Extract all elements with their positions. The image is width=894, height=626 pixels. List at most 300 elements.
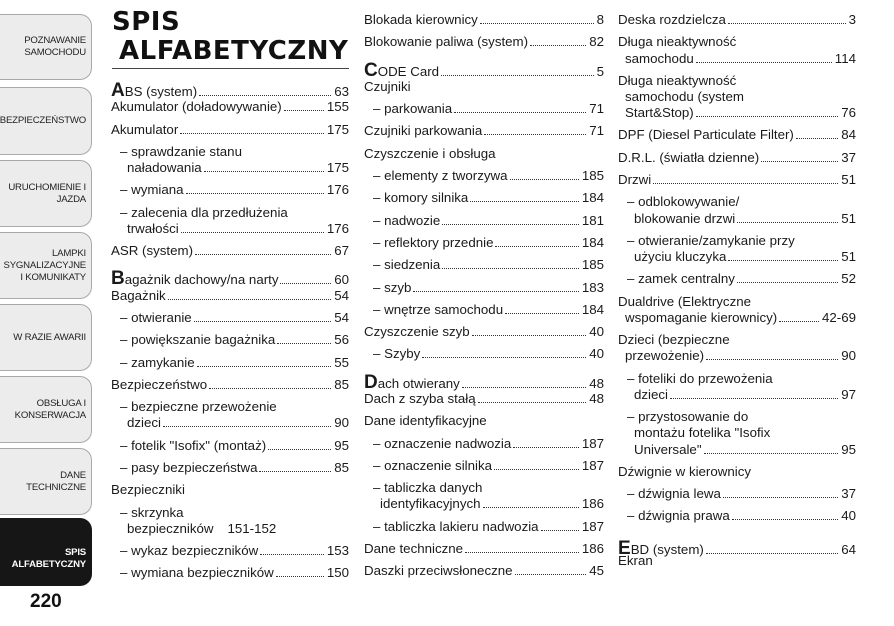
entry-row bbox=[111, 122, 349, 138]
initial-letter: D bbox=[364, 371, 378, 393]
entry-label bbox=[120, 521, 213, 537]
entry-text: identyfikacyjnych bbox=[380, 496, 481, 512]
dot-leader bbox=[442, 224, 579, 225]
entry-row bbox=[111, 310, 349, 326]
entry-line: samochodu (system bbox=[625, 89, 744, 104]
index-subentry bbox=[364, 519, 604, 541]
dot-leader bbox=[728, 23, 846, 24]
entry-row bbox=[111, 288, 349, 304]
entry-text: – komory silnika bbox=[373, 190, 469, 206]
index-subentry bbox=[618, 508, 856, 530]
initial-letter: E bbox=[618, 537, 631, 559]
page-ref: 60 bbox=[334, 272, 349, 288]
page-ref: 56 bbox=[334, 332, 349, 348]
section-tabs bbox=[0, 0, 94, 626]
dot-leader bbox=[462, 387, 586, 388]
index-subentry bbox=[111, 505, 349, 544]
page-ref: 153 bbox=[326, 543, 349, 559]
entry-label bbox=[618, 105, 694, 121]
entry-text: – pasy bezpieczeństwa bbox=[120, 460, 258, 476]
page-ref: 184 bbox=[581, 301, 604, 317]
entry-row bbox=[618, 105, 856, 121]
tab-bezpieczenstwo[interactable] bbox=[0, 87, 92, 155]
index-subentry bbox=[364, 213, 604, 235]
tab-lampki-sygnalizacyjne[interactable] bbox=[0, 232, 92, 299]
entry-row bbox=[618, 12, 856, 28]
entry-label bbox=[364, 34, 528, 50]
page-ref: 187 bbox=[581, 518, 604, 534]
index-heading: Ekran bbox=[618, 553, 653, 569]
entry-label bbox=[373, 346, 420, 362]
tab-label: SPIS ALFABETYCZNY bbox=[11, 547, 86, 570]
entry-text: – elementy z tworzywa bbox=[373, 168, 508, 184]
tab-label: BEZPIECZEŃSTWO bbox=[0, 115, 86, 126]
entry-row bbox=[618, 310, 856, 326]
entry-label bbox=[627, 249, 726, 265]
dot-leader bbox=[483, 507, 579, 508]
entry-label bbox=[364, 563, 513, 579]
entry-line: – skrzynka bbox=[120, 504, 184, 520]
index-subentry bbox=[618, 233, 856, 272]
page-ref: 85 bbox=[334, 376, 349, 392]
entry-row bbox=[618, 150, 856, 166]
entry-line: Długa nieaktywność bbox=[618, 72, 737, 88]
page-ref: 42-69 bbox=[821, 309, 856, 325]
page-ref: 150 bbox=[326, 565, 349, 581]
entry-line: Dualdrive (Elektryczne bbox=[618, 293, 752, 309]
index-subentry bbox=[618, 194, 856, 233]
entry-label bbox=[627, 486, 721, 502]
tab-dane-techniczne[interactable] bbox=[0, 448, 92, 515]
entry-label bbox=[373, 101, 452, 117]
page-ref: 95 bbox=[841, 441, 856, 457]
dot-leader bbox=[194, 321, 332, 322]
entry-label bbox=[364, 371, 460, 393]
entry-text: dzieci bbox=[634, 386, 668, 402]
entry-label bbox=[618, 310, 777, 326]
page-ref: 54 bbox=[334, 287, 349, 303]
index-subentry bbox=[111, 310, 349, 332]
entry-text: Czyszczenie szyb bbox=[364, 324, 470, 340]
entry-label bbox=[120, 543, 258, 559]
index-subentry bbox=[618, 409, 856, 464]
page-ref: 175 bbox=[326, 160, 349, 176]
index-entry bbox=[111, 243, 349, 265]
dot-leader bbox=[737, 222, 838, 223]
index-subentry bbox=[364, 458, 604, 480]
index-entry bbox=[111, 288, 349, 310]
entry-label bbox=[120, 355, 195, 371]
entry-row bbox=[618, 211, 856, 227]
index-entry bbox=[364, 34, 604, 56]
entry-row bbox=[618, 348, 856, 364]
dot-leader bbox=[653, 183, 838, 184]
entry-label bbox=[364, 324, 470, 340]
entry-row bbox=[111, 160, 349, 176]
dot-leader bbox=[441, 75, 594, 76]
entry-label bbox=[373, 190, 468, 206]
entry-text: dzieci bbox=[127, 415, 161, 431]
entry-text: – otwieranie bbox=[120, 310, 192, 326]
entry-label bbox=[618, 127, 794, 143]
page-ref: 8 bbox=[596, 12, 604, 27]
page-ref: 181 bbox=[581, 212, 604, 228]
entry-text: – wymiana bbox=[120, 182, 184, 198]
page-ref: 54 bbox=[334, 310, 349, 326]
entry-text: – Szyby bbox=[373, 346, 421, 362]
index-entry bbox=[364, 146, 604, 168]
entry-row bbox=[364, 458, 604, 474]
entry-text: D.R.L. (światła dzienne) bbox=[618, 149, 760, 165]
entry-label bbox=[111, 122, 178, 138]
dot-leader bbox=[670, 398, 838, 399]
index-subentry bbox=[111, 543, 349, 565]
index-entry bbox=[618, 294, 856, 333]
index-column-1 bbox=[111, 77, 349, 588]
entry-text: Czujniki parkowania bbox=[364, 123, 483, 139]
entry-text: – nadwozie bbox=[373, 212, 441, 228]
entry-row bbox=[618, 508, 856, 524]
dot-leader bbox=[510, 179, 579, 180]
page-ref: 97 bbox=[841, 386, 856, 402]
entry-text: Dach z szyba stałą bbox=[364, 391, 476, 407]
entry-text: – oznaczenie silnika bbox=[373, 457, 493, 473]
dot-leader bbox=[277, 343, 331, 344]
dot-leader bbox=[180, 133, 324, 134]
entry-label bbox=[627, 387, 668, 403]
entry-row bbox=[364, 391, 604, 407]
index-entry bbox=[364, 371, 604, 393]
dot-leader bbox=[199, 95, 331, 96]
entry-text: ODE Card bbox=[377, 63, 440, 79]
index-subentry bbox=[111, 182, 349, 204]
entry-text: samochodu bbox=[625, 50, 694, 66]
entry-text: – zamykanie bbox=[120, 354, 195, 370]
page-ref: 175 bbox=[326, 121, 349, 137]
entry-text: Blokowanie paliwa (system) bbox=[364, 34, 529, 50]
entry-label bbox=[120, 565, 274, 581]
entry-line: – odblokowywanie/ bbox=[627, 194, 740, 210]
index-entry bbox=[618, 537, 856, 559]
entry-label bbox=[111, 80, 198, 101]
tab-label: URUCHOMIENIE I JAZDA bbox=[8, 181, 86, 205]
entry-label bbox=[373, 213, 440, 229]
entry-row bbox=[364, 436, 604, 452]
page-title bbox=[112, 8, 352, 66]
entry-line: – sprawdzanie stanu bbox=[120, 143, 242, 159]
dot-leader bbox=[181, 232, 324, 233]
dot-leader bbox=[515, 574, 587, 575]
entry-label bbox=[618, 51, 694, 67]
index-subentry bbox=[364, 436, 604, 458]
entry-text: Akumulator bbox=[111, 121, 179, 137]
entry-line: – bezpieczne przewożenie bbox=[120, 399, 277, 415]
entry-row bbox=[111, 268, 349, 290]
index-heading: Czyszczenie i obsługa bbox=[364, 145, 496, 161]
index-subentry bbox=[364, 302, 604, 324]
tab-obsluga-i-konserwacja[interactable] bbox=[0, 376, 92, 443]
entry-line: montażu fotelika "Isofix bbox=[634, 425, 771, 441]
page-ref: 85 bbox=[334, 460, 349, 476]
index-subentry bbox=[111, 205, 349, 244]
entry-row bbox=[364, 59, 604, 81]
index-subentry bbox=[364, 101, 604, 123]
title-rule bbox=[112, 68, 349, 69]
index-subentry bbox=[618, 371, 856, 410]
page-ref: 90 bbox=[841, 348, 856, 364]
entry-text: – powiększanie bagażnika bbox=[120, 332, 276, 348]
page-ref: 55 bbox=[334, 354, 349, 370]
dot-leader bbox=[732, 519, 838, 520]
entry-text: – parkowania bbox=[373, 101, 453, 117]
dot-leader bbox=[204, 171, 324, 172]
page-ref: 48 bbox=[589, 375, 604, 391]
dot-leader bbox=[465, 552, 579, 553]
index-entry bbox=[111, 377, 349, 399]
dot-leader bbox=[728, 260, 838, 261]
dot-leader bbox=[779, 321, 819, 322]
initial-letter: A bbox=[111, 80, 125, 101]
entry-text: Blokada kierownicy bbox=[364, 12, 478, 27]
tab-spis-alfabetyczny[interactable] bbox=[0, 518, 92, 586]
index-entry bbox=[364, 123, 604, 145]
page-ref: 176 bbox=[326, 182, 349, 198]
entry-text: przewożenie) bbox=[625, 348, 705, 364]
dot-leader bbox=[168, 299, 332, 300]
index-subentry bbox=[364, 235, 604, 257]
index-entry bbox=[618, 12, 856, 34]
tab-uruchomienie-i-jazda[interactable] bbox=[0, 160, 92, 227]
dot-leader bbox=[706, 553, 838, 554]
entry-text: Bagażnik bbox=[111, 287, 166, 303]
entry-line: – tabliczka danych bbox=[373, 480, 483, 496]
tab-label: W RAZIE AWARII bbox=[13, 331, 86, 343]
index-heading: Dźwignie w kierownicy bbox=[618, 463, 752, 479]
dot-leader bbox=[260, 554, 324, 555]
index-heading: Czujniki bbox=[364, 78, 411, 94]
entry-label bbox=[364, 59, 440, 81]
index-entry bbox=[111, 268, 349, 290]
entry-text: wspomaganie kierownicy) bbox=[625, 309, 778, 325]
entry-row bbox=[618, 249, 856, 265]
index-entry bbox=[111, 482, 349, 504]
page-ref: 37 bbox=[841, 149, 856, 165]
index-subentry bbox=[111, 399, 349, 438]
page-ref: 185 bbox=[581, 257, 604, 273]
index-entry bbox=[111, 80, 349, 101]
index-subentry bbox=[111, 565, 349, 587]
index-entry bbox=[364, 541, 604, 563]
index-entry bbox=[364, 324, 604, 346]
index-entry bbox=[364, 563, 604, 585]
page-ref: 82 bbox=[589, 34, 604, 50]
tab-w-razie-awarii[interactable] bbox=[0, 304, 92, 371]
entry-label bbox=[373, 280, 411, 296]
page-number: 220 bbox=[30, 591, 62, 612]
index-entry bbox=[364, 413, 604, 435]
dot-leader bbox=[704, 453, 839, 454]
entry-row bbox=[364, 101, 604, 117]
dot-leader bbox=[484, 134, 586, 135]
dot-leader bbox=[186, 193, 324, 194]
entry-text: ASR (system) bbox=[111, 243, 194, 259]
entry-row bbox=[364, 519, 604, 535]
page-ref: 186 bbox=[581, 496, 604, 512]
entry-label bbox=[120, 438, 266, 454]
index-column-3 bbox=[618, 12, 856, 575]
page-ref: 52 bbox=[841, 271, 856, 287]
dot-leader bbox=[480, 23, 594, 24]
page-ref: 187 bbox=[581, 457, 604, 473]
entry-row bbox=[364, 168, 604, 184]
entry-text: – zamek centralny bbox=[627, 271, 735, 287]
index-subentry bbox=[111, 355, 349, 377]
page-ref: 51 bbox=[841, 172, 856, 188]
page-ref: 90 bbox=[334, 415, 349, 431]
entry-text: – oznaczenie nadwozia bbox=[373, 435, 512, 451]
index-entry bbox=[364, 59, 604, 81]
index-subentry bbox=[364, 257, 604, 279]
page-ref: 48 bbox=[589, 391, 604, 407]
entry-row bbox=[364, 371, 604, 393]
entry-line: – otwieranie/zamykanie przy bbox=[627, 232, 795, 248]
page-ref: 184 bbox=[581, 234, 604, 250]
dot-leader bbox=[706, 359, 838, 360]
entry-label bbox=[373, 235, 493, 251]
entry-label bbox=[120, 160, 202, 176]
title-line-1: SPIS bbox=[112, 7, 181, 37]
page-ref: 40 bbox=[841, 508, 856, 524]
tab-label: LAMPKI SYGNALIZACYJNE I KOMUNIKATY bbox=[3, 247, 86, 283]
page-ref: 51 bbox=[841, 249, 856, 265]
page-ref: 76 bbox=[841, 105, 856, 121]
entry-row bbox=[364, 302, 604, 318]
entry-text: użyciu kluczyka bbox=[634, 249, 727, 265]
page-ref: 151-152 bbox=[227, 520, 277, 536]
entry-label bbox=[373, 168, 508, 184]
page-ref: 40 bbox=[589, 346, 604, 362]
entry-text: Universale" bbox=[634, 441, 702, 457]
dot-leader bbox=[195, 254, 331, 255]
entry-row bbox=[364, 496, 604, 512]
index-subentry bbox=[111, 460, 349, 482]
page-ref: 176 bbox=[326, 220, 349, 236]
tab-label: POZNAWANIE SAMOCHODU bbox=[24, 35, 86, 58]
entry-row bbox=[364, 280, 604, 296]
entry-row bbox=[364, 34, 604, 50]
tab-poznawanie-samochodu[interactable] bbox=[0, 14, 92, 80]
entry-label bbox=[120, 182, 184, 198]
entry-text: Deska rozdzielcza bbox=[618, 12, 726, 27]
entry-label bbox=[373, 496, 481, 512]
entry-row bbox=[111, 243, 349, 259]
entry-label bbox=[618, 150, 759, 166]
entry-label bbox=[627, 508, 730, 524]
entry-label bbox=[120, 460, 257, 476]
entry-row bbox=[364, 123, 604, 139]
page-ref: 183 bbox=[581, 279, 604, 295]
entry-line: – zalecenia dla przedłużenia bbox=[120, 204, 288, 220]
dot-leader bbox=[413, 291, 578, 292]
dot-leader bbox=[761, 161, 838, 162]
entry-text: BD (system) bbox=[630, 541, 704, 557]
dot-leader bbox=[796, 138, 838, 139]
page-ref: 37 bbox=[841, 486, 856, 502]
entry-row bbox=[111, 182, 349, 198]
entry-text: – tabliczka lakieru nadwozia bbox=[373, 518, 539, 534]
entry-row bbox=[364, 12, 604, 28]
dot-leader bbox=[494, 469, 579, 470]
entry-label bbox=[627, 211, 735, 227]
index-entry bbox=[618, 332, 856, 371]
index-entry bbox=[618, 34, 856, 73]
dot-leader bbox=[209, 388, 331, 389]
entry-text: – wykaz bezpieczników bbox=[120, 543, 259, 559]
index-column-2 bbox=[364, 12, 604, 586]
page-ref: 5 bbox=[596, 63, 604, 79]
index-entry bbox=[618, 73, 856, 128]
page-ref: 45 bbox=[589, 563, 604, 579]
initial-letter: C bbox=[364, 59, 378, 81]
entry-label bbox=[120, 332, 275, 348]
entry-row bbox=[111, 460, 349, 476]
index-entry bbox=[618, 172, 856, 194]
entry-row bbox=[364, 541, 604, 557]
dot-leader bbox=[696, 116, 838, 117]
index-entry bbox=[618, 464, 856, 486]
entry-row bbox=[111, 99, 349, 115]
dot-leader bbox=[737, 282, 838, 283]
entry-label bbox=[373, 436, 511, 452]
dot-leader bbox=[723, 497, 838, 498]
index-heading: Dane identyfikacyjne bbox=[364, 413, 487, 429]
entry-row bbox=[364, 346, 604, 362]
index-entry bbox=[111, 99, 349, 121]
entry-row bbox=[618, 127, 856, 143]
title-line-2: ALFABETYCZNY bbox=[119, 36, 349, 66]
dot-leader bbox=[541, 530, 579, 531]
entry-text: – wymiana bezpieczników bbox=[120, 565, 274, 581]
page-ref: 114 bbox=[834, 50, 856, 66]
page-ref: 63 bbox=[334, 84, 349, 99]
index-entry bbox=[618, 150, 856, 172]
entry-text: Dane techniczne bbox=[364, 541, 464, 557]
entry-text: naładowania bbox=[127, 160, 202, 176]
entry-row bbox=[111, 221, 349, 237]
entry-row bbox=[364, 213, 604, 229]
entry-label bbox=[627, 442, 702, 458]
dot-leader bbox=[280, 283, 331, 284]
entry-label bbox=[364, 391, 476, 407]
entry-text: BS (system) bbox=[124, 84, 198, 99]
dot-leader bbox=[259, 471, 331, 472]
page-ref: 184 bbox=[581, 190, 604, 206]
entry-text: blokowanie drzwi bbox=[634, 210, 736, 226]
entry-row bbox=[111, 521, 349, 537]
entry-label bbox=[373, 458, 492, 474]
entry-text: Akumulator (doładowywanie) bbox=[111, 99, 282, 115]
entry-text: agażnik dachowy/na narty bbox=[124, 272, 279, 288]
index-subentry bbox=[364, 480, 604, 519]
dot-leader bbox=[470, 201, 578, 202]
entry-row bbox=[364, 235, 604, 251]
entry-text: – szyb bbox=[373, 279, 412, 295]
entry-row bbox=[618, 486, 856, 502]
page-ref: 51 bbox=[841, 210, 856, 226]
entry-text: – dźwignia lewa bbox=[627, 486, 721, 502]
index-subentry bbox=[618, 271, 856, 293]
index-entry bbox=[364, 79, 604, 101]
